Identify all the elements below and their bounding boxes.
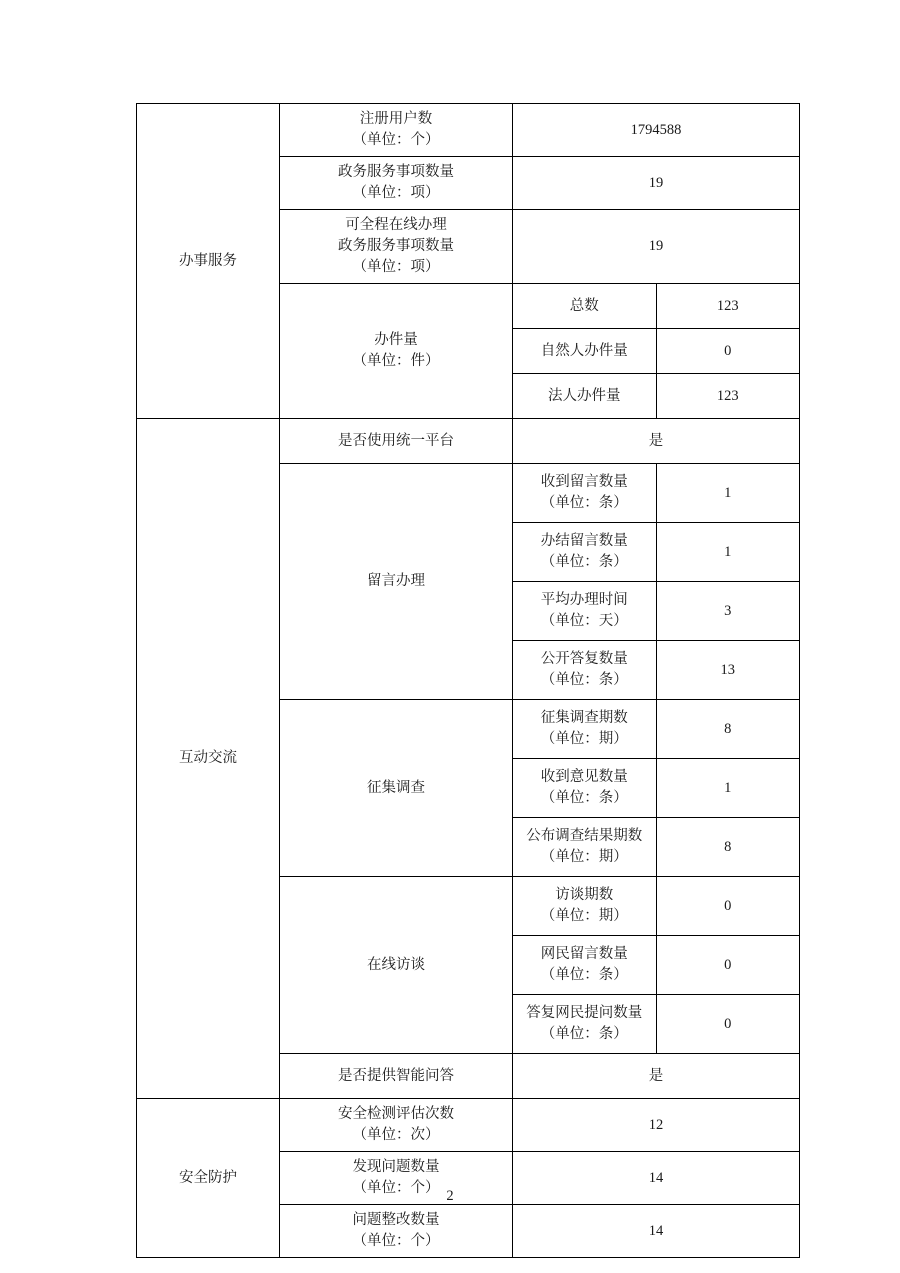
sub-label-public-replies — [513, 641, 657, 700]
sub-label-line1: 公布调查结果期数 — [526, 828, 643, 845]
item-cell-security-assessments — [280, 1099, 513, 1152]
sub-label-line2: （单位：条） — [540, 554, 628, 571]
category-label: 互动交流 — [179, 750, 237, 767]
item-label-line2: 政务服务事项数量 — [338, 238, 454, 255]
category-cell-security — [137, 1099, 280, 1258]
item-label-line2: （单位：个） — [352, 132, 440, 149]
sub-label-netizen-messages — [513, 936, 657, 995]
page-number: 2 — [446, 1188, 454, 1204]
value-cell-registered-users: 1794588 — [513, 104, 800, 157]
sub-label-line2: （单位：条） — [540, 967, 628, 984]
sub-label-line2: （单位：条） — [540, 495, 628, 512]
value-cell-handled-natural-person: 0 — [656, 329, 800, 374]
item-cell-registered-users — [280, 104, 513, 157]
value-cell-interview-periods: 0 — [656, 877, 800, 936]
sub-label-line1: 收到留言数量 — [540, 474, 628, 491]
value-cell-fully-online-items: 19 — [513, 210, 800, 284]
item-cell-handled-volume — [280, 284, 513, 419]
category-cell-interaction — [137, 419, 280, 1099]
item-cell-fully-online-items — [280, 210, 513, 284]
value-cell-survey-periods: 8 — [656, 700, 800, 759]
value-cell-security-assessments: 12 — [513, 1099, 800, 1152]
item-label-line1: 安全检测评估次数 — [338, 1106, 454, 1123]
sub-label-messages-received — [513, 464, 657, 523]
value-cell-netizen-messages: 0 — [656, 936, 800, 995]
value-cell-public-replies: 13 — [656, 641, 800, 700]
sub-label-total: 总数 — [513, 284, 657, 329]
sub-label-natural-person: 自然人办件量 — [513, 329, 657, 374]
sub-label-line1: 收到意见数量 — [540, 769, 628, 786]
value-cell-average-handling-time: 3 — [656, 582, 800, 641]
sub-label-legal-person: 法人办件量 — [513, 374, 657, 419]
item-cell-unified-platform: 是否使用统一平台 — [280, 419, 513, 464]
statistics-table-container — [136, 103, 784, 1258]
sub-label-line1: 访谈期数 — [555, 887, 614, 904]
value-cell-netizen-replies: 0 — [656, 995, 800, 1054]
item-cell-gov-service-items — [280, 157, 513, 210]
value-cell-messages-received: 1 — [656, 464, 800, 523]
sub-label-average-handling-time — [513, 582, 657, 641]
value-cell-messages-closed: 1 — [656, 523, 800, 582]
value-cell-problems-found: 14 — [513, 1152, 800, 1205]
table-row — [137, 104, 800, 157]
value-cell-unified-platform: 是 — [513, 419, 800, 464]
item-label-line1: 注册用户数 — [359, 111, 433, 127]
item-cell-smart-qa: 是否提供智能问答 — [280, 1054, 513, 1099]
category-cell-service — [137, 104, 280, 419]
item-label-line2: （单位：项） — [352, 185, 440, 202]
item-label-line1: 可全程在线办理 — [345, 217, 447, 234]
sub-label-line2: （单位：条） — [540, 790, 628, 807]
sub-label-survey-results-published — [513, 818, 657, 877]
item-label: 留言办理 — [367, 573, 425, 590]
value-cell-survey-results-published: 8 — [656, 818, 800, 877]
sub-label-line1: 公开答复数量 — [540, 651, 628, 668]
sub-label-survey-periods — [513, 700, 657, 759]
sub-label-line2: （单位：天） — [540, 613, 628, 630]
sub-label-netizen-replies — [513, 995, 657, 1054]
sub-label-line1: 办结留言数量 — [540, 533, 628, 550]
value-cell-smart-qa: 是 — [513, 1054, 800, 1099]
sub-label-line1: 征集调查期数 — [540, 710, 628, 727]
value-cell-gov-service-items: 19 — [513, 157, 800, 210]
table-row — [137, 1099, 800, 1152]
item-label-line2: （单位：件） — [352, 353, 440, 370]
category-label: 安全防护 — [179, 1169, 237, 1186]
sub-label-line1: 网民留言数量 — [540, 946, 628, 963]
sub-label-line2: （单位：期） — [540, 849, 628, 866]
item-label-line2: （单位：个） — [352, 1233, 440, 1250]
item-label-line3: （单位：项） — [352, 259, 440, 276]
statistics-table — [136, 103, 800, 1258]
item-label-line1: 政务服务事项数量 — [338, 164, 454, 181]
sub-label-line1: 答复网民提问数量 — [526, 1005, 643, 1022]
sub-label-line2: （单位：条） — [540, 1026, 628, 1043]
sub-label-opinions-received — [513, 759, 657, 818]
item-label-line1: 问题整改数量 — [352, 1212, 440, 1229]
item-label-line2: （单位：个） — [352, 1180, 440, 1197]
item-label-line1: 发现问题数量 — [352, 1159, 440, 1176]
value-cell-opinions-received: 1 — [656, 759, 800, 818]
item-label-line2: （单位：次） — [352, 1127, 440, 1144]
sub-label-interview-periods — [513, 877, 657, 936]
item-cell-survey — [280, 700, 513, 877]
category-label: 办事服务 — [179, 252, 237, 269]
sub-label-line2: （单位：期） — [540, 731, 628, 748]
table-row — [137, 419, 800, 464]
sub-label-line1: 平均办理时间 — [540, 592, 628, 609]
sub-label-messages-closed — [513, 523, 657, 582]
item-cell-problems-fixed — [280, 1205, 513, 1258]
item-label-line1: 办件量 — [374, 332, 418, 349]
item-label: 在线访谈 — [367, 956, 425, 973]
sub-label-line2: （单位：期） — [540, 908, 628, 925]
value-cell-problems-fixed: 14 — [513, 1205, 800, 1258]
item-cell-message-handling — [280, 464, 513, 700]
value-cell-handled-legal-person: 123 — [656, 374, 800, 419]
sub-label-line2: （单位：条） — [540, 672, 628, 689]
item-label: 征集调查 — [367, 779, 425, 796]
value-cell-handled-total: 123 — [656, 284, 800, 329]
item-cell-online-interview — [280, 877, 513, 1054]
